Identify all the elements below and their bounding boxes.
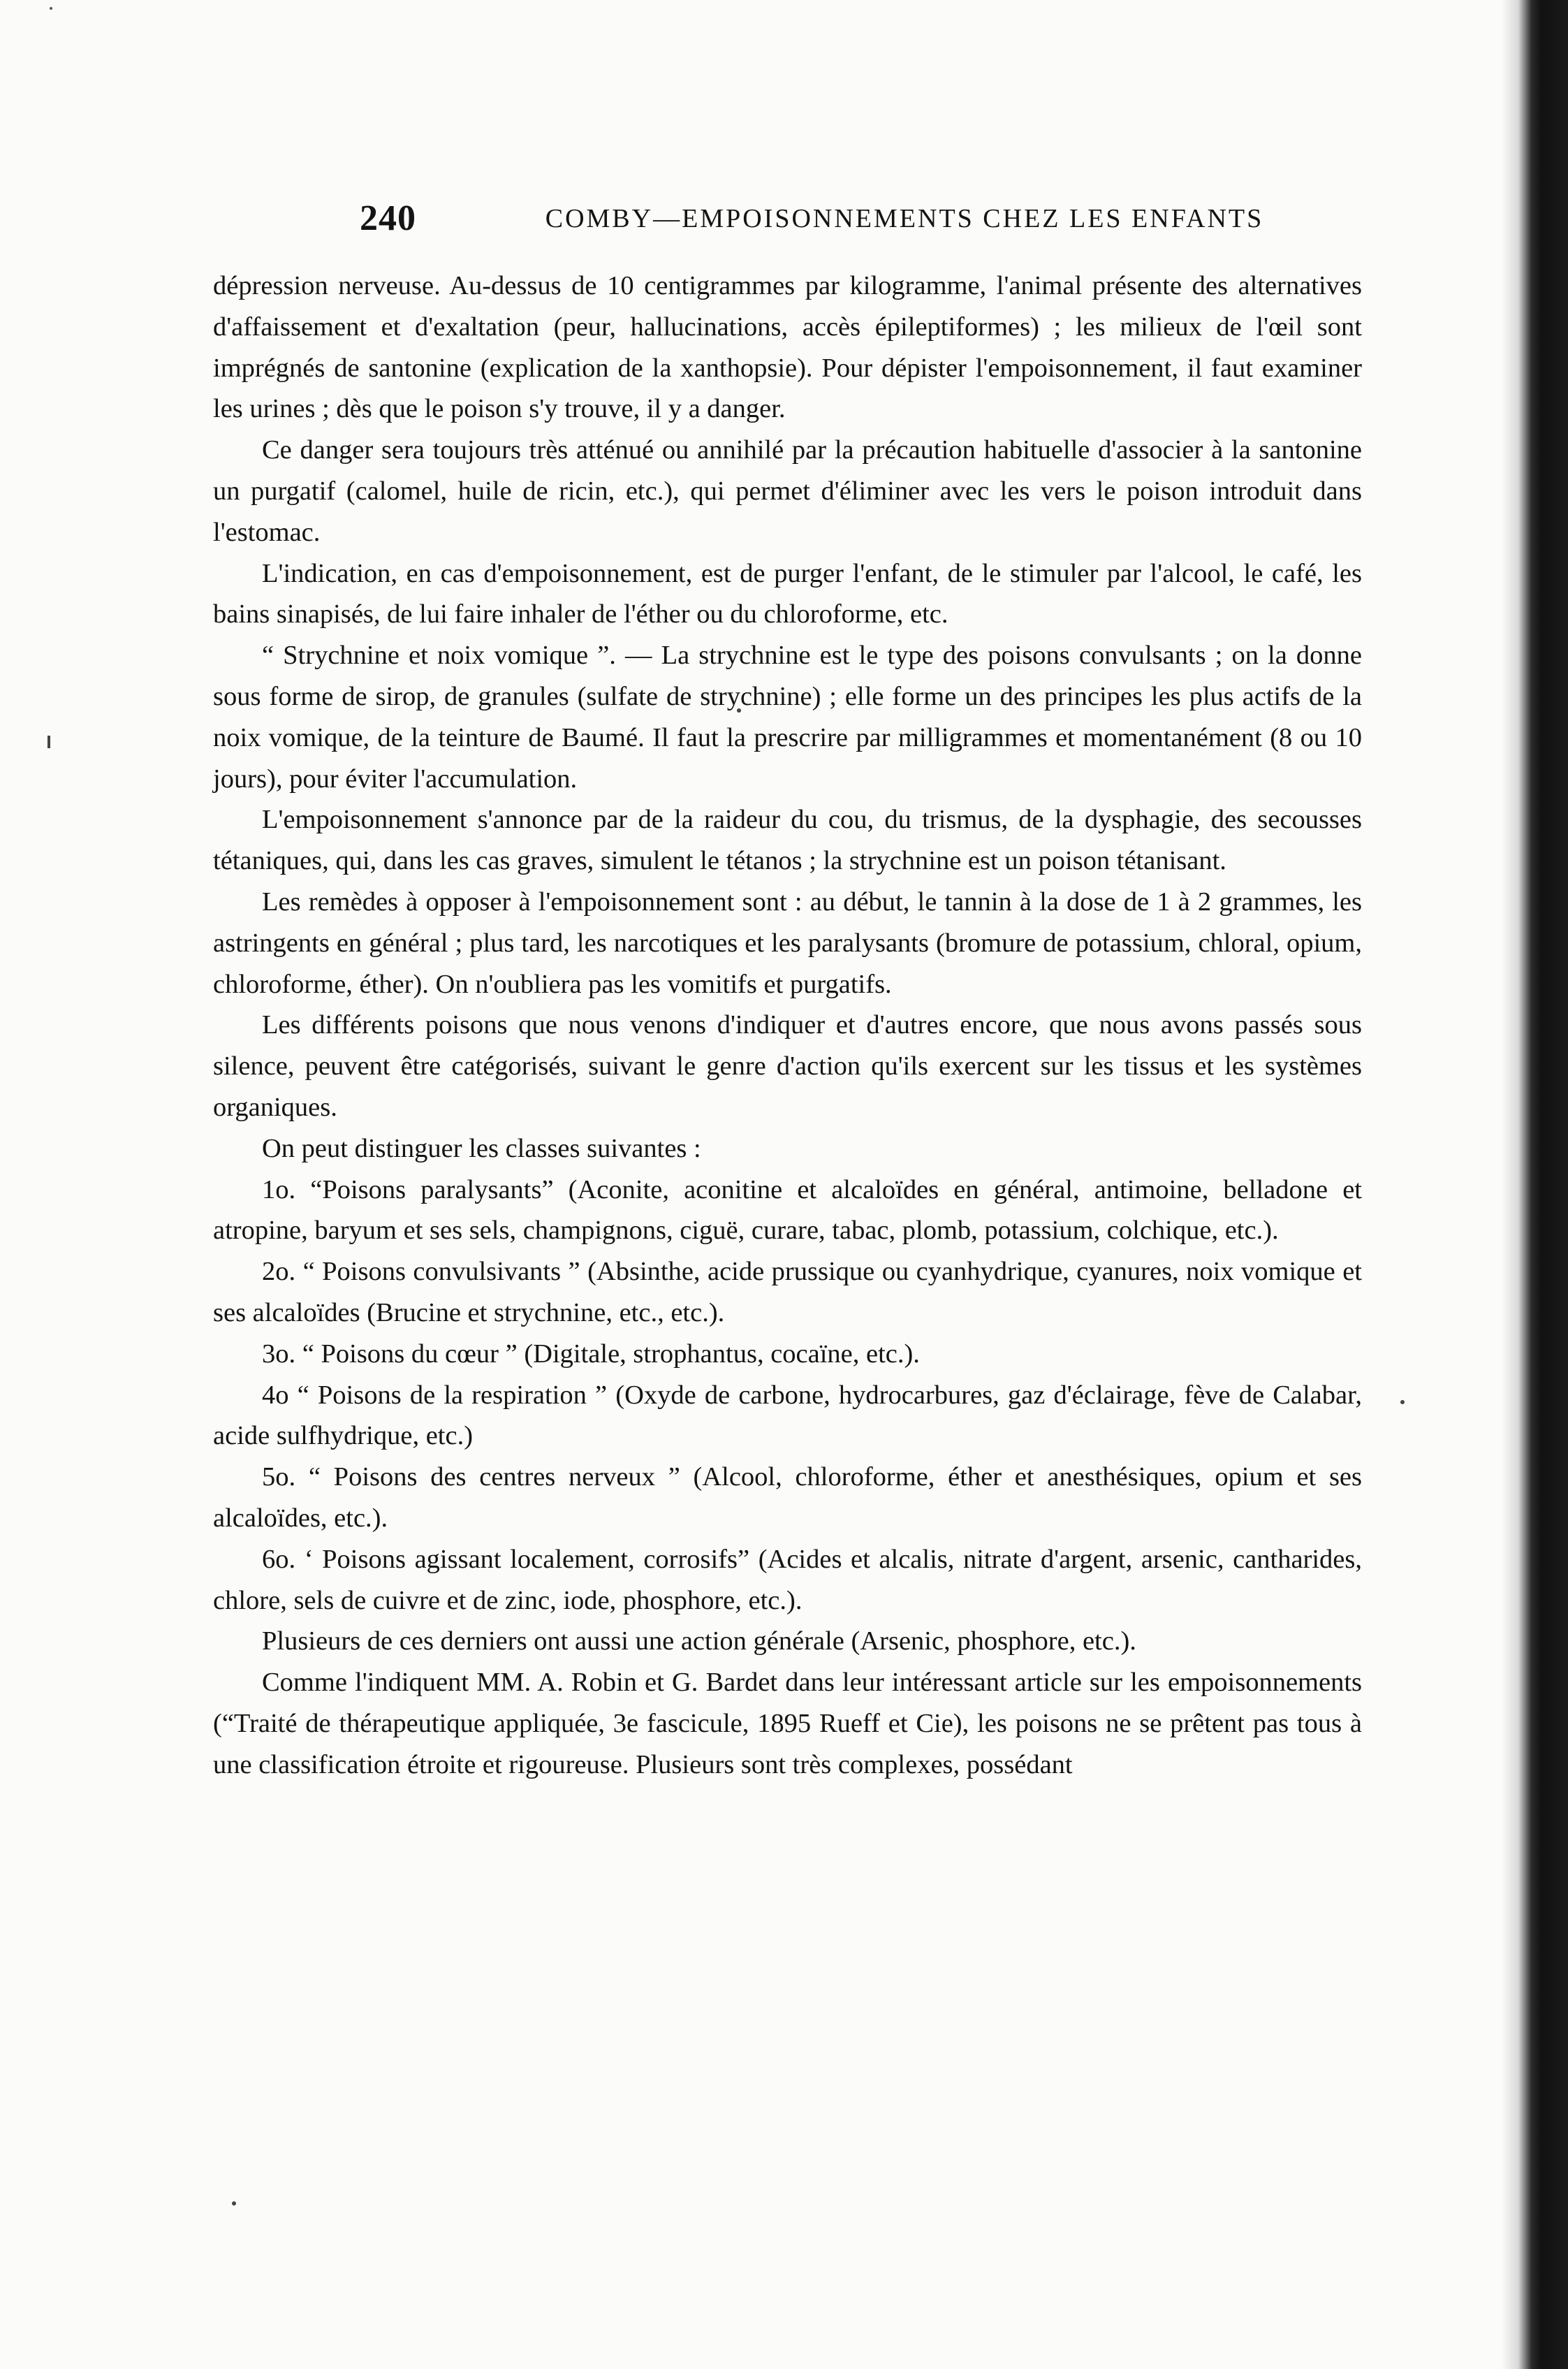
paragraph: L'indication, en cas d'empoisonnement, est de purger l'enfant, de le stimuler par l'alcool, le café, les bains sinapisés, de lui faire inhaler de l'éther ou du chloroforme, etc. <box>213 558 1362 629</box>
paragraph: Ce danger sera toujours très atténué ou annihilé par la précaution habituelle d'associer à la santonine un purgatif (calomel, huile de ricin, etc.), qui permet d'éliminer avec les vers le poison introduit dans l'estomac. <box>213 435 1362 547</box>
paragraph: Comme l'indiquent MM. A. Robin et G. Bardet dans leur intéressant article sur les empoisonnements (“Traité de thérapeutique appliquée, 3e fascicule, 1895 Rueff et Cie), les poisons ne se prêtent pas tous à une classification étroite et rigoureuse. Plusieurs sont très complexes, possédant <box>213 1668 1362 1779</box>
page-number: 240 <box>360 198 416 238</box>
list-item: 1o. “Poisons paralysants” (Aconite, aconitine et alcaloïdes en général, antimoine, belladone et atropine, baryum et ses sels, champignons, ciguë, curare, tabac, plomb, potassium, colchique, etc.). <box>213 1174 1362 1246</box>
paragraph: On peut distinguer les classes suivantes : <box>262 1133 701 1163</box>
list-item: 5o. “ Poisons des centres nerveux ” (Alcool, chloroforme, éther et anesthésiques, opium et ses alcaloïdes, etc.). <box>213 1462 1362 1533</box>
list-item: 4o “ Poisons de la respiration ” (Oxyde de carbone, hydrocarbures, gaz d'éclairage, fève de Calabar, acide sulfhydrique, etc.) <box>213 1380 1362 1451</box>
running-title: COMBY—EMPOISONNEMENTS CHEZ LES ENFANTS <box>545 204 1264 233</box>
paragraph: Plusieurs de ces derniers ont aussi une action générale (Arsenic, phosphore, etc.). <box>262 1626 1136 1656</box>
paragraph: L'empoisonnement s'annonce par de la raideur du cou, du trismus, de la dysphagie, des secousses tétaniques, qui, dans les cas graves, simulent le tétanos ; la strychnine est un poison tétanisant. <box>213 805 1362 876</box>
list-item: 6o. ‘ Poisons agissant localement, corrosifs” (Acides et alcalis, nitrate d'argent, arsenic, cantharides, chlore, sels de cuivre et de zinc, iode, phosphore, etc.). <box>213 1544 1362 1615</box>
paragraph: dépression nerveuse. Au-dessus de 10 centigrammes par kilogramme, l'animal présente des alternatives d'affaissement et d'exaltation (peur, hallucinations, accès épileptiformes) ; les milieux de l'œil sont imprégnés de santonine (explication de la xanthopsie). Pour dépister l'empoisonnement, il faut examiner les urines ; dès que le poison s'y trouve, il y a danger. <box>213 271 1362 424</box>
list-item: 2o. “ Poisons convulsivants ” (Absinthe, acide prussique ou cyanhydrique, cyanures, noix vomique et ses alcaloïdes (Brucine et strychnine, etc., etc.). <box>213 1257 1362 1327</box>
page-header <box>360 198 1449 254</box>
body-text <box>213 265 1362 1785</box>
paragraph: Les remèdes à opposer à l'empoisonnement sont : au début, le tannin à la dose de 1 à 2 grammes, les astringents en général ; plus tard, les narcotiques et les paralysants (bromure de potassium, chloral, opium, chloroforme, éther). On n'oubliera pas les vomitifs et purgatifs. <box>213 887 1362 999</box>
paragraph: “ Strychnine et noix vomique ”. — La strychnine est le type des poisons convulsants ; on la donne sous forme de sirop, de granules (sulfate de strychnine) ; elle forme un des principes les plus actifs de la noix vomique, de la teinture de Baumé. Il faut la prescrire par milligrammes et momentanément (8 ou 10 jours), pour éviter l'accumulation. <box>213 641 1362 794</box>
list-item: 3o. “ Poisons du cœur ” (Digitale, strophantus, cocaïne, etc.). <box>262 1339 920 1369</box>
paragraph: Les différents poisons que nous venons d'indiquer et d'autres encore, que nous avons passés sous silence, peuvent être catégorisés, suivant le genre d'action qu'ils exercent sur les tissus et les systèmes organiques. <box>213 1010 1362 1122</box>
